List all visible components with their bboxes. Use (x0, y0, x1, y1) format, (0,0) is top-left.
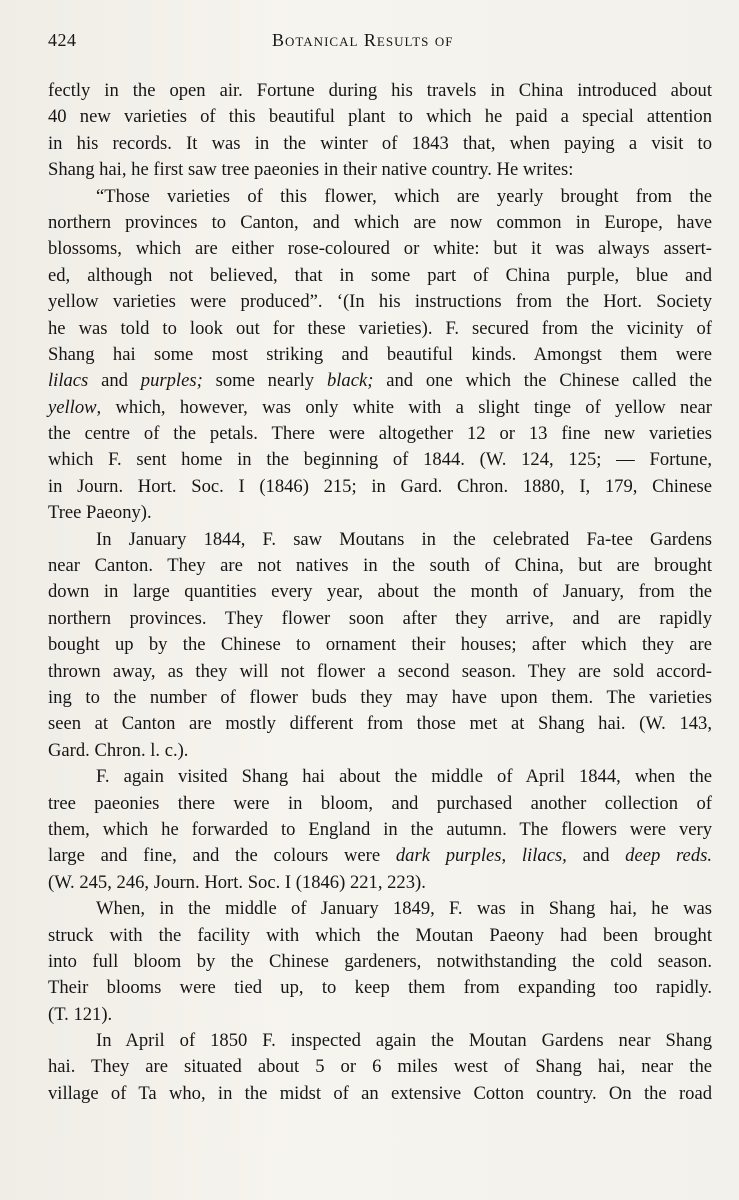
text-line: hai. They are situated about 5 or 6 miles west of Shang hai, near the (48, 1056, 712, 1078)
text-line (48, 843, 712, 869)
text-line: northern provinces to Canton, and which are now common in Europe, have (48, 211, 712, 233)
text-run: , (501, 845, 522, 867)
italic-text: dark purples (395, 845, 502, 867)
italic-text: purples; (140, 370, 203, 392)
text-run: , which, however, was only white with a slight tinge of yellow near (96, 396, 712, 418)
text-line: down in large quantities every year, about the month of January, from the (48, 581, 712, 603)
text-line: 40 new varieties of this beautiful plant to which he paid a special attention (48, 106, 712, 128)
text-line: In January 1844, F. saw Moutans in the celebrated Fa-tee Gardens (96, 528, 712, 550)
text-line: struck with the facility with which the Moutan Paeony had been brought (48, 924, 712, 946)
text-line: Tree Paeony). (48, 502, 152, 524)
text-line: he was told to look out for these varieties). F. secured from the vicinity of (48, 317, 712, 339)
text-run: large and fine, and the colours were (48, 845, 396, 867)
text-line: the centre of the petals. There were altogether 12 or 13 fine new varieties (48, 423, 712, 445)
text-line: ed, although not believed, that in some part of China purple, blue and (48, 264, 712, 286)
italic-text: yellow (48, 396, 97, 418)
italic-text: black; (326, 370, 374, 392)
text-line: In April of 1850 F. inspected again the Moutan Gardens near Shang (96, 1030, 712, 1052)
text-line: blossoms, which are either rose-coloured or white: but it was always assert- (48, 238, 712, 260)
text-run: and (88, 370, 141, 392)
text-line: in Journ. Hort. Soc. I (1846) 215; in Gard. Chron. 1880, I, 179, Chinese (48, 475, 712, 497)
italic-text: deep reds. (625, 845, 712, 867)
text-line: in his records. It was in the winter of 1843 that, when paying a visit to (48, 132, 712, 154)
text-line: near Canton. They are not natives in the south of China, but are brought (48, 555, 712, 577)
text-run: and one which the Chinese called the (373, 370, 712, 392)
body-text (48, 78, 712, 1107)
text-line (48, 368, 712, 394)
italic-text: lilacs (48, 370, 89, 392)
text-line: Shang hai, he first saw tree paeonies in their native country. He writes: (48, 159, 574, 181)
text-line: fectly in the open air. Fortune during his travels in China introduced about (48, 80, 712, 101)
text-line: into full bloom by the Chinese gardeners, notwithstanding the cold season. (48, 950, 712, 972)
text-line: Shang hai some most striking and beautiful kinds. Amongst them were (48, 343, 712, 365)
text-line: northern provinces. They flower soon after they arrive, and are rapidly (48, 607, 712, 629)
text-line: F. again visited Shang hai about the middle of April 1844, when the (96, 766, 712, 788)
running-title: Botanical Results of (272, 30, 454, 50)
italic-text: lilacs, (521, 845, 567, 867)
text-line (48, 395, 712, 421)
text-line: Gard. Chron. l. c.). (48, 739, 189, 761)
text-line: ing to the number of flower buds they may have upon them. The varieties (48, 686, 712, 708)
text-line: “Those varieties of this flower, which are yearly brought from the (96, 185, 712, 207)
text-line: (W. 245, 246, Journ. Hort. Soc. I (1846) 221, 223). (48, 871, 426, 893)
text-line: bought up by the Chinese to ornament their houses; after which they are (48, 634, 712, 656)
text-line: which F. sent home in the beginning of 1844. (W. 124, 125; — Fortune, (48, 449, 712, 471)
text-line: When, in the middle of January 1849, F. was in Shang hai, he was (96, 898, 712, 920)
page-header (48, 30, 711, 54)
text-line: yellow varieties were produced”. ‘(In his instructions from the Hort. Society (48, 291, 712, 313)
text-line: tree paeonies there were in bloom, and purchased another collection of (48, 792, 712, 814)
text-line: seen at Canton are mostly different from those met at Shang hai. (W. 143, (48, 713, 712, 735)
text-line: Their blooms were tied up, to keep them from expanding too rapidly. (48, 977, 712, 999)
text-line: thrown away, as they will not flower a second season. They are sold accord- (48, 660, 712, 682)
page-number: 424 (48, 30, 77, 50)
text-run: some nearly (202, 370, 327, 392)
text-line: village of Ta who, in the midst of an extensive Cotton country. On the road (48, 1082, 712, 1104)
text-run: and (566, 845, 626, 867)
text-line: (T. 121). (48, 1003, 113, 1025)
text-line: them, which he forwarded to England in the autumn. The flowers were very (48, 818, 712, 840)
